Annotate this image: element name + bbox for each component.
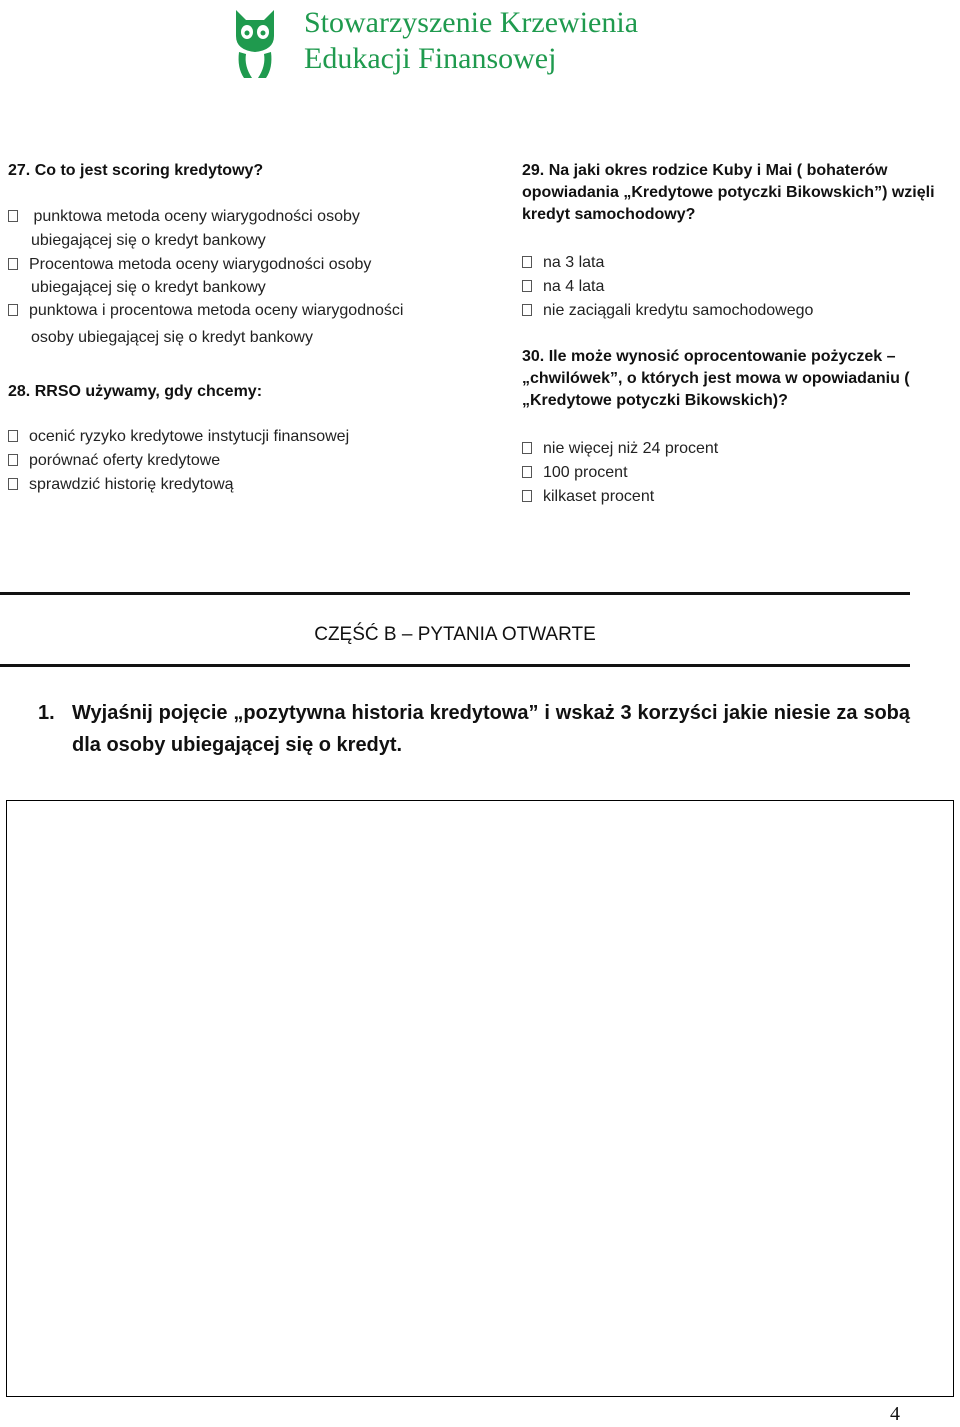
question-text: Wyjaśnij pojęcie „pozytywna historia kredytowa” i wskaż 3 korzyści jakie niesie za sobą dla osoby ubiegającej się o kredyt. — [72, 702, 910, 756]
question-28-title — [8, 381, 262, 403]
question-text: Co to jest scoring kredytowy? — [34, 162, 264, 179]
checkbox[interactable] — [8, 210, 18, 222]
question-number: 27. — [8, 162, 31, 179]
q30-option-2[interactable] — [522, 461, 628, 485]
question-text: Ile może wynosić oprocentowanie pożyczek – „chwilówek”, o których jest mowa w opowiadaniu ( „Kredytowe potyczki Bikowskich)? — [522, 348, 910, 409]
checkbox[interactable] — [522, 280, 532, 292]
page-number: 4 — [890, 1403, 900, 1425]
q29-option-2[interactable] — [522, 275, 604, 299]
q27-option-1-continuation: ubiegającej się o kredyt bankowy — [31, 232, 266, 249]
option-label: 100 procent — [543, 464, 628, 481]
question-number: 28. — [8, 383, 31, 400]
q28-option-3[interactable] — [8, 473, 234, 497]
q27-option-3[interactable] — [8, 299, 403, 323]
q27-option-2-continuation: ubiegającej się o kredyt bankowy — [31, 279, 266, 296]
option-label: sprawdzić historię kredytową — [29, 476, 234, 493]
question-27-title — [8, 160, 263, 182]
question-number: 1. — [38, 702, 55, 724]
q30-option-1[interactable] — [522, 437, 718, 461]
option-label: Procentowa metoda oceny wiarygodności osoby — [29, 256, 372, 273]
option-label: kilkaset procent — [543, 488, 655, 505]
question-text: Na jaki okres rodzice Kuby i Mai ( bohaterów opowiadania „Kredytowe potyczki Bikowskich”) wzięli kredyt samochodowy? — [522, 162, 935, 223]
checkbox[interactable] — [8, 478, 18, 490]
checkbox[interactable] — [8, 430, 18, 442]
option-label: ocenić ryzyko kredytowe instytucji finansowej — [29, 428, 350, 445]
checkbox[interactable] — [522, 490, 532, 502]
q28-option-2[interactable] — [8, 449, 220, 473]
option-label: punktowa metoda oceny wiarygodności osoby — [29, 208, 360, 225]
section-b-title: CZĘŚĆ B – PYTANIA OTWARTE — [314, 624, 596, 645]
option-label: nie zaciągali kredytu samochodowego — [543, 302, 814, 319]
open-question-1 — [38, 697, 910, 761]
question-text: RRSO używamy, gdy chcemy: — [34, 383, 263, 400]
question-number: 29. — [522, 162, 545, 179]
owl-logo-icon — [232, 6, 278, 80]
q27-option-2[interactable] — [8, 253, 371, 277]
q30-option-3[interactable] — [522, 485, 654, 509]
q29-option-1[interactable] — [522, 251, 604, 275]
option-label: nie więcej niż 24 procent — [543, 440, 719, 457]
option-label: na 3 lata — [543, 254, 605, 271]
checkbox[interactable] — [8, 304, 18, 316]
checkbox[interactable] — [522, 466, 532, 478]
checkbox[interactable] — [8, 454, 18, 466]
q27-option-3-continuation: osoby ubiegającej się o kredyt bankowy — [31, 329, 313, 346]
option-label: punktowa i procentowa metoda oceny wiarygodności — [29, 302, 404, 319]
q28-option-1[interactable] — [8, 425, 349, 449]
checkbox[interactable] — [522, 304, 532, 316]
checkbox[interactable] — [8, 258, 18, 270]
option-label: na 4 lata — [543, 278, 605, 295]
question-30-title — [522, 346, 952, 412]
option-label: porównać oferty kredytowe — [29, 452, 221, 469]
question-29-title — [522, 160, 952, 226]
answer-box[interactable] — [6, 800, 954, 1397]
q27-option-1[interactable] — [8, 205, 360, 229]
checkbox[interactable] — [522, 442, 532, 454]
checkbox[interactable] — [522, 256, 532, 268]
section-divider-top — [0, 592, 910, 595]
org-name-line2: Edukacji Finansowej — [304, 42, 557, 75]
question-number: 30. — [522, 348, 545, 365]
q29-option-3[interactable] — [522, 299, 813, 323]
section-divider-bottom — [0, 664, 910, 667]
org-name-line1: Stowarzyszenie Krzewienia — [304, 6, 639, 39]
